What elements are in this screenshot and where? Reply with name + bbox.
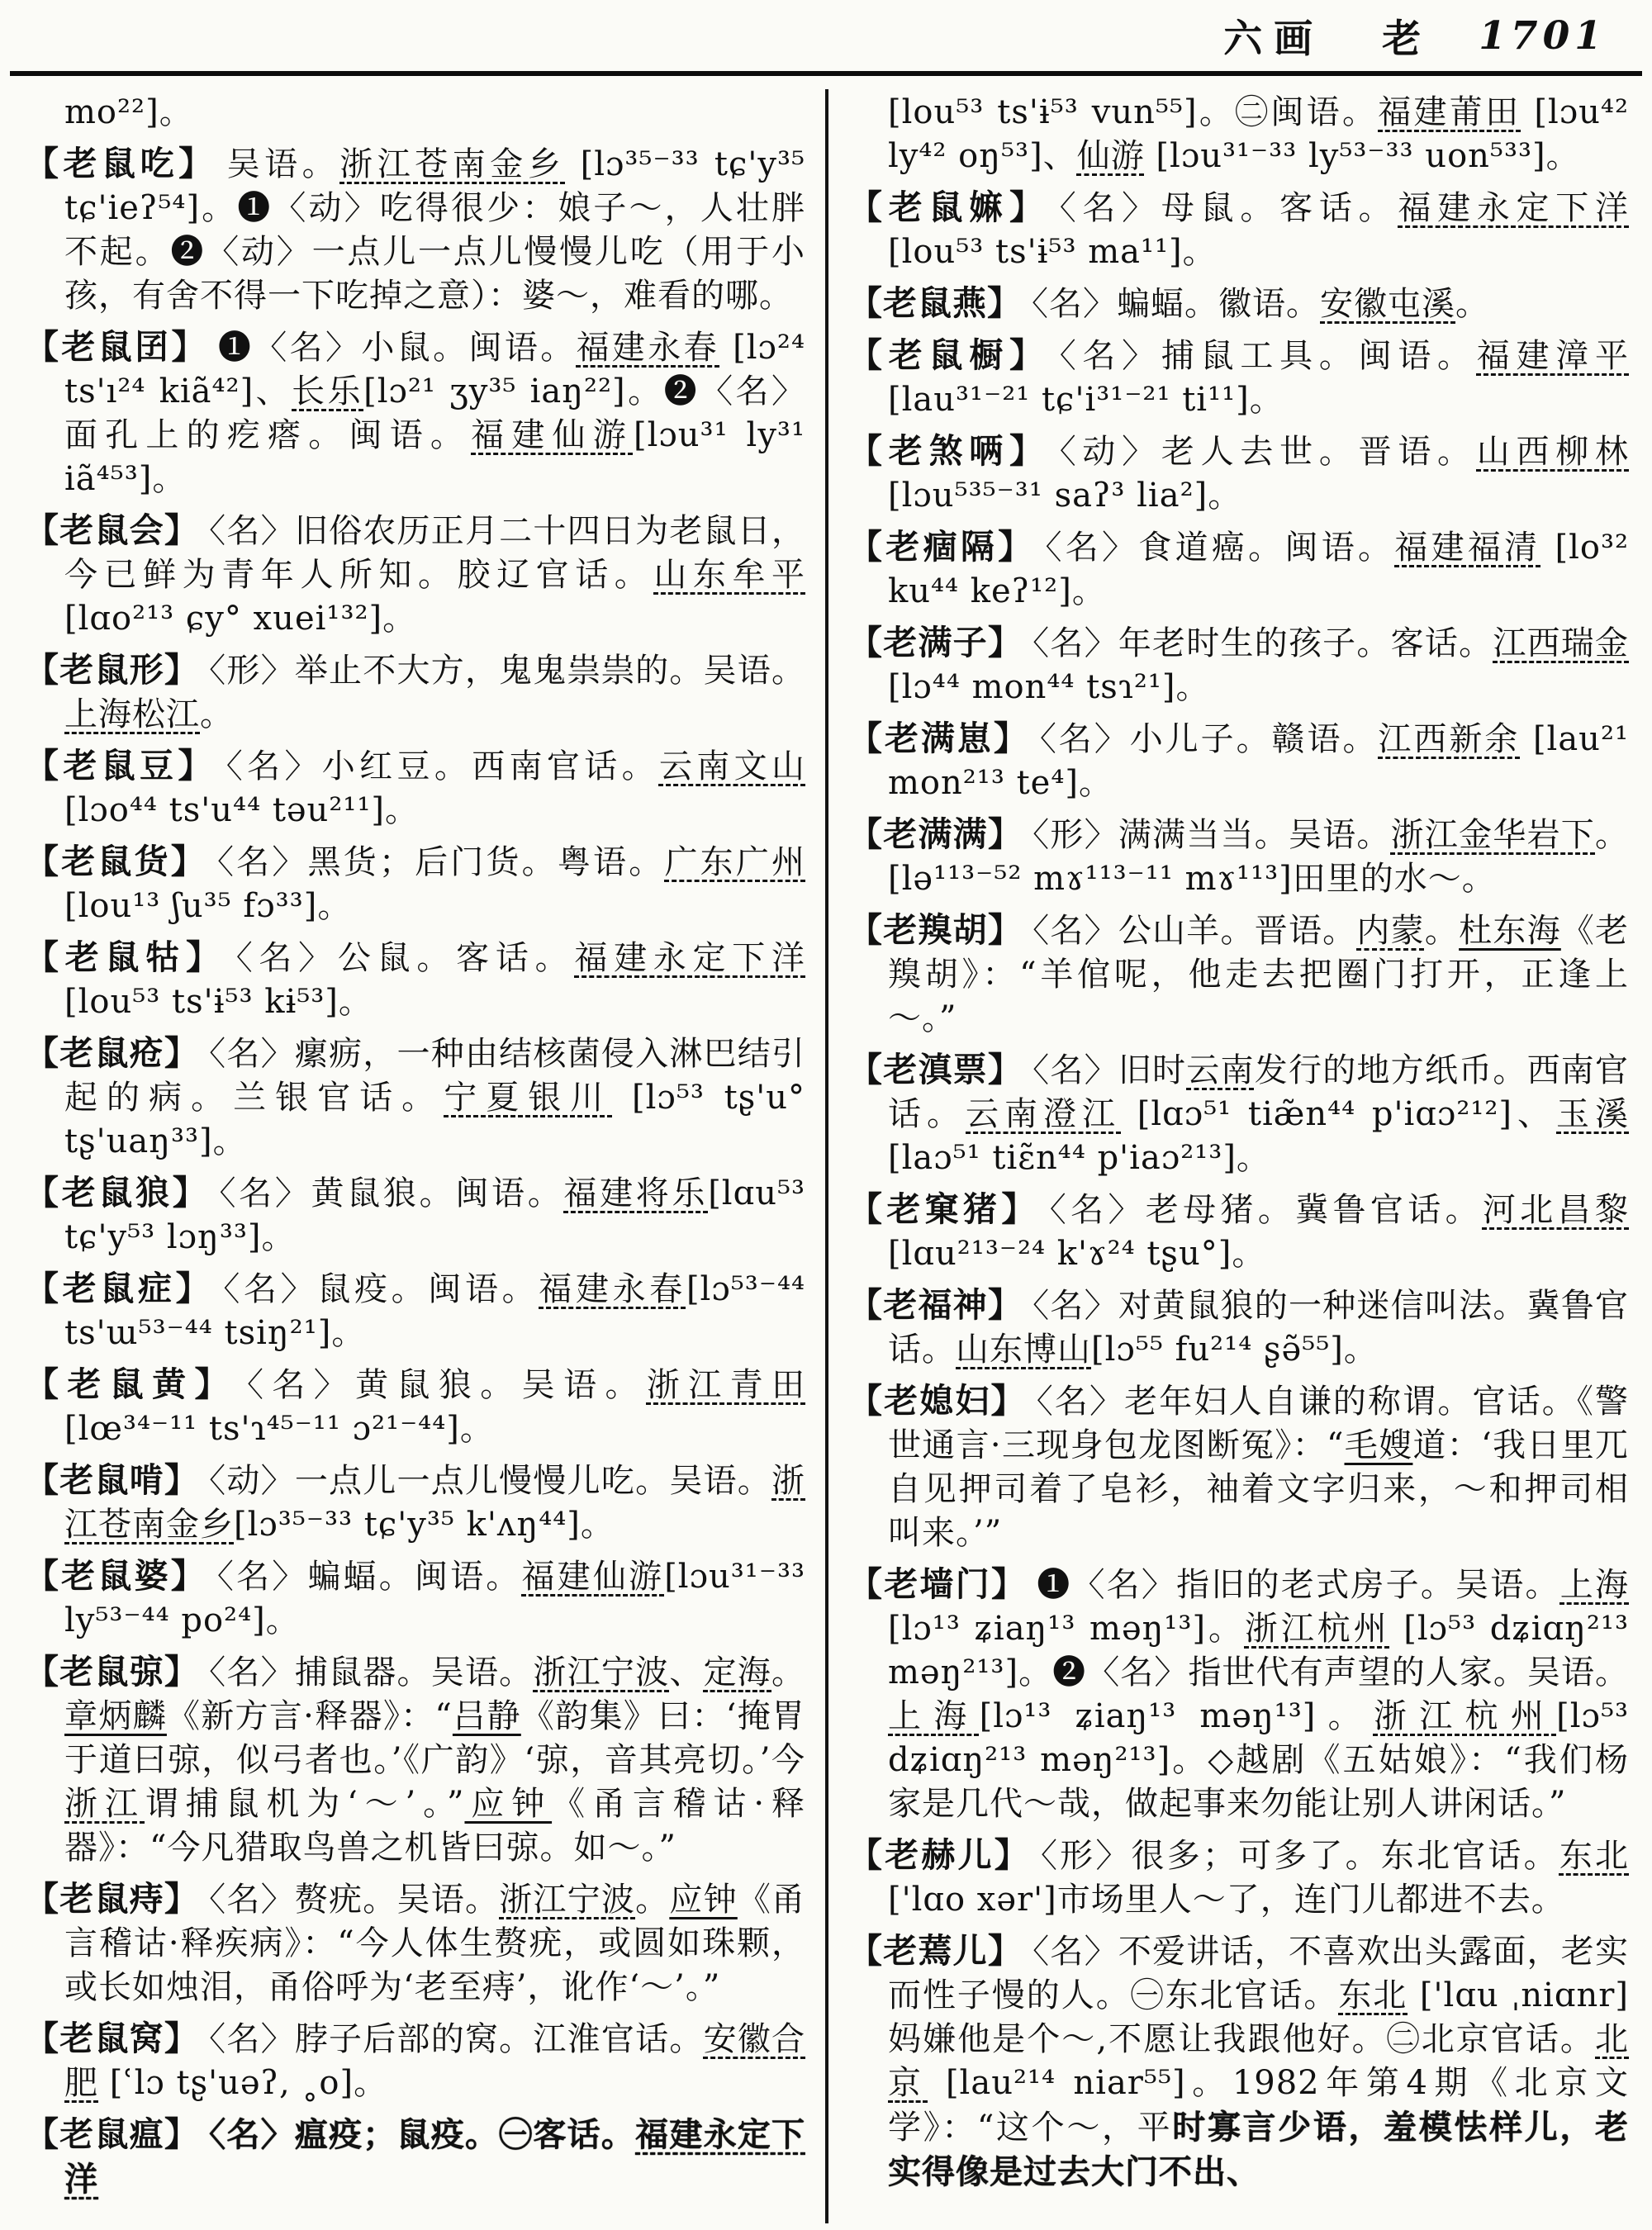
text-segment: 江西新余 xyxy=(1378,720,1521,758)
text-segment: 吕静 xyxy=(452,1697,521,1735)
text-segment: [lau²¹⁴ niar⁵⁵]。1982年第4期《北京文学》：“这个～，平 xyxy=(888,2064,1629,2147)
text-segment: 〈名〉不爱讲话，不喜欢出头露面，老实而性子慢的人。㊀东北官话。 xyxy=(888,1933,1629,2014)
dictionary-entry xyxy=(848,1834,1629,1922)
text-segment: 〈名〉食道癌。闽语。 xyxy=(1045,529,1395,567)
text-segment: 吴语。 xyxy=(226,145,340,183)
entry-headword: 【老鼠橱】 xyxy=(848,335,1050,375)
text-segment: ❶〈名〉小鼠。闽语。 xyxy=(217,329,577,367)
text-segment: 〈名〉瘰疬，一种由结核菌侵入淋巴结引起的病。兰银官话。 xyxy=(64,1035,805,1117)
text-segment: 〈名〉小儿子。赣语。 xyxy=(1039,720,1379,758)
text-segment: [lɔ¹³ ʑiaŋ¹³ məŋ¹³]。 xyxy=(888,1610,1245,1648)
text-segment: 福建将乐 xyxy=(563,1174,709,1212)
text-segment: 应钟 xyxy=(464,1785,553,1823)
text-segment: 〈名〉对黄鼠狼的一种迷信叫法。冀鲁官话。 xyxy=(888,1287,1629,1369)
text-segment: 山东牟平 xyxy=(653,556,805,594)
dictionary-entry xyxy=(848,1283,1629,1372)
entry-headword: 【老鼠货】 xyxy=(25,842,207,881)
text-segment: 。 xyxy=(200,695,234,733)
dictionary-entry xyxy=(25,142,805,318)
text-segment: 〈名〉脖子后部的窝。江淮官话。 xyxy=(209,2020,704,2058)
text-segment: ❶〈动〉吃得很少：娘子～，人壮胖不起。❷〈动〉一点儿一点儿慢慢儿吃（用于小孩，有舍不得一下吃掉之意）：婆～，难看的哪。 xyxy=(64,189,805,315)
running-head xyxy=(1223,8,1607,64)
text-segment: 〈形〉举止不大方，鬼鬼祟祟的。吴语。 xyxy=(209,652,805,690)
text-segment: 〈名〉公鼠。客话。 xyxy=(235,939,575,977)
dictionary-entry xyxy=(848,1563,1629,1826)
entry-headword: 【老鼠瘟】 xyxy=(25,2114,200,2154)
entry-headword: 【老鼠啃】 xyxy=(25,1460,200,1500)
column-divider xyxy=(825,89,828,2223)
dictionary-entry xyxy=(848,334,1629,422)
dictionary-entry xyxy=(848,1379,1629,1555)
entry-headword: 【老滇票】 xyxy=(848,1050,1023,1089)
text-segment: 谓捕鼠机为‘～’。” xyxy=(145,1785,465,1823)
text-segment: 云南文山 xyxy=(658,747,805,785)
text-segment: 浙江青田 xyxy=(646,1366,805,1404)
text-segment: 福建仙游 xyxy=(471,416,634,454)
text-segment: 〈名〉黑货；后门货。粤语。 xyxy=(216,843,665,881)
dictionary-entry xyxy=(848,717,1629,805)
text-segment: [lɔu⁴² ly⁴² oŋ⁵³]、 xyxy=(888,93,1629,175)
text-segment: 江西瑞金 xyxy=(1493,624,1629,662)
entry-headword: 【老鼠豆】 xyxy=(25,746,216,785)
text-segment: 福建漳平 xyxy=(1476,337,1629,375)
text-segment: 浙江宁波 xyxy=(533,1654,670,1691)
dictionary-entry xyxy=(848,1048,1629,1180)
text-segment: 定海 xyxy=(703,1654,772,1691)
entry-headword: 【老窠猪】 xyxy=(848,1189,1040,1229)
text-segment: 。 xyxy=(635,1881,670,1919)
text-segment: 〈名〉老年妇人自谦的称谓。官话。《警世通言·三现身包龙图断冤》：“ xyxy=(888,1383,1629,1464)
dictionary-entry xyxy=(25,2113,805,2202)
text-segment: [lo³² ku⁴⁴ keʔ¹²]。 xyxy=(888,529,1629,610)
text-segment: 〈名〉黄鼠狼。吴语。 xyxy=(246,1366,647,1404)
dictionary-entry xyxy=(25,1171,805,1260)
entry-headword: 【老鼠疮】 xyxy=(25,1033,200,1073)
entry-headword: 【老鼠形】 xyxy=(25,650,200,690)
text-segment: 福建永定下洋 xyxy=(1398,189,1629,227)
dictionary-entry xyxy=(25,1650,805,1870)
text-segment: [lɔo⁴⁴ ts'u⁴⁴ təu²¹¹]。 xyxy=(64,791,420,829)
text-segment: 福建永春 xyxy=(539,1270,686,1308)
text-segment: 云南澄江 xyxy=(966,1095,1121,1133)
text-segment: 。 xyxy=(1455,285,1489,323)
text-segment: 浙江杭州 xyxy=(1373,1697,1557,1735)
text-segment: 广东广州 xyxy=(664,843,805,881)
entry-headword: 【老福神】 xyxy=(848,1285,1023,1325)
entry-headword: 【老鼠囝】 xyxy=(25,327,208,367)
text-segment: 长乐 xyxy=(292,372,364,410)
text-segment: 山西柳林 xyxy=(1476,433,1629,471)
entry-headword: 【老满崽】 xyxy=(848,719,1030,758)
text-segment: 福建永春 xyxy=(576,329,720,367)
text-segment: 山东博山 xyxy=(956,1331,1091,1369)
dictionary-entry xyxy=(25,1267,805,1355)
text-segment: 时寡言少语，羞模怯样儿，老实得像是过去大门不出、 xyxy=(888,2108,1629,2191)
text-segment: 〈名〉赘疣。吴语。 xyxy=(209,1881,500,1919)
page-header xyxy=(0,0,1652,71)
entry-headword: 【老鼠窝】 xyxy=(25,2019,200,2058)
text-segment: 福建莆田 xyxy=(1378,93,1521,131)
text-segment: 河北昌黎 xyxy=(1482,1191,1629,1229)
dictionary-entry xyxy=(848,429,1629,518)
text-segment: [lɔ²⁴ ts'ı²⁴ kiã⁴²]、 xyxy=(64,329,805,410)
left-column xyxy=(25,89,805,2223)
text-segment: 福建仙游 xyxy=(521,1558,665,1596)
text-segment: [lou⁵³ ts'ɨ⁵³ vun⁵⁵]。㊁闽语。 xyxy=(888,93,1379,131)
dictionary-entry xyxy=(848,282,1629,326)
text-segment: ['lɑo xər']市场里人～了，连门儿都进不去。 xyxy=(888,1881,1565,1919)
dictionary-entry xyxy=(848,813,1629,901)
text-segment: 章炳麟 xyxy=(64,1697,167,1735)
text-segment: 浙江苍南金乡 xyxy=(339,145,566,183)
radical-label: 老 xyxy=(1382,16,1422,62)
text-segment: 浙江苍南金乡 xyxy=(64,1462,805,1544)
entry-headword: 【老䍹胡】 xyxy=(848,910,1023,950)
text-segment: 。 xyxy=(1424,912,1460,950)
dictionary-entry xyxy=(25,648,805,737)
text-segment: [lou⁵³ ts'ɨ⁵³ kɨ⁵³]。 xyxy=(64,983,373,1021)
text-segment: 东北 xyxy=(1559,1837,1629,1875)
text-segment: 福建永定下洋 xyxy=(574,939,805,977)
text-segment: 。 xyxy=(771,1654,805,1691)
entry-headword: 【老鼠婆】 xyxy=(25,1556,207,1596)
text-segment: 内蒙 xyxy=(1356,912,1425,950)
dictionary-entry xyxy=(25,509,805,641)
text-segment: 、 xyxy=(669,1654,704,1691)
entry-headword: 【老赫儿】 xyxy=(848,1835,1031,1875)
text-segment: [lœ³⁴⁻¹¹ ts'ɿ⁴⁵⁻¹¹ ɔ²¹⁻⁴⁴]。 xyxy=(64,1410,494,1448)
entry-headword: 【老鼠会】 xyxy=(25,510,200,550)
entry-headword: 【老满子】 xyxy=(848,623,1023,662)
text-segment: 安徽屯溪 xyxy=(1320,285,1455,323)
text-segment: 〈名〉黄鼠狼。闽语。 xyxy=(219,1174,564,1212)
text-segment: [lɔ⁵³ tʂ'u° tʂ'uaŋ³³]。 xyxy=(64,1079,805,1160)
entry-continuation xyxy=(848,91,1629,178)
text-segment: [lɑu⁵³ tɕ'y⁵³ lɔŋ³³]。 xyxy=(64,1174,805,1256)
dictionary-entry xyxy=(25,744,805,833)
entry-headword: 【老鼠吃】 xyxy=(25,144,217,183)
text-segment: 《新方言·释器》：“ xyxy=(166,1697,453,1735)
text-segment: [lɔ¹³ ʑiaŋ¹³ məŋ¹³]。 xyxy=(979,1697,1374,1735)
dictionary-entry xyxy=(25,1459,805,1547)
text-segment: 福建福清 xyxy=(1394,529,1541,567)
dictionary-entry xyxy=(25,325,805,501)
text-segment: [lɑo²¹³ ɕy° xuei¹³²]。 xyxy=(64,600,417,638)
entry-headword: 【老蔫儿】 xyxy=(848,1931,1023,1971)
text-segment: 〈名〉年老时生的孩子。客话。 xyxy=(1032,624,1493,662)
text-segment: [lɑɔ⁵¹ tiæ̃n⁴⁴ p'iɑɔ²¹²]、 xyxy=(1121,1095,1557,1133)
text-segment: 。[lə¹¹³⁻⁵² mɤ¹¹³⁻¹¹ mɤ¹¹³]田里的水～。 xyxy=(888,816,1629,898)
text-segment: [lou⁵³ ts'ɨ⁵³ ma¹¹]。 xyxy=(888,233,1217,271)
text-segment: [lɔ³⁵⁻³³ tɕ'y³⁵ tɕ'ieʔ⁵⁴]。 xyxy=(64,145,805,227)
text-segment: 〈形〉很多；可多了。东北官话。 xyxy=(1040,1837,1559,1875)
text-segment: 〈名〉蝙蝠。徽语。 xyxy=(1032,285,1320,323)
dictionary-entry xyxy=(25,1877,805,2009)
text-segment: ❶〈名〉指旧的老式房子。吴语。 xyxy=(1037,1566,1560,1604)
text-segment: 上海松江 xyxy=(64,695,200,733)
entry-headword: 【老鼠燕】 xyxy=(848,283,1022,323)
text-segment: 《甬言稽诂·释疾病》：“今人体生赘疣，或圆如珠颗，或长如烛泪，甬俗呼为‘老至痔’，讹作‘～’。” xyxy=(64,1881,805,2006)
text-segment: 北京 xyxy=(888,2020,1629,2102)
text-segment: 浙江杭州 xyxy=(1244,1610,1390,1648)
text-segment: 福建永定下洋 xyxy=(64,2115,805,2199)
entry-headword: 【老媳妇】 xyxy=(848,1381,1027,1421)
text-segment: [ʿlɔ tʂ'uəʔ, ˳o]。 xyxy=(98,2064,388,2102)
text-segment: 〈名〉母鼠。客话。 xyxy=(1059,189,1398,227)
dictionary-entry xyxy=(848,1188,1629,1276)
text-segment: 〈名〉旧时 xyxy=(1032,1051,1187,1089)
text-segment: [lɔu³¹⁻³³ ly⁵³⁻³³ uon⁵³³]。 xyxy=(1144,137,1580,175)
stroke-section-label: 六画 xyxy=(1223,16,1325,62)
text-segment: 〈动〉老人去世。晋语。 xyxy=(1059,433,1477,471)
text-segment: 〈名〉捕鼠器。吴语。 xyxy=(209,1654,534,1691)
dictionary-entry xyxy=(25,1554,805,1643)
entry-headword: 【老鼠狼】 xyxy=(25,1173,210,1212)
entry-headword: 【老鼠嫲】 xyxy=(848,187,1050,227)
text-segment: 上海 xyxy=(888,1697,980,1735)
text-segment: [lou¹³ ʃu³⁵ fɔ³³]。 xyxy=(64,887,352,925)
text-segment: 浙江金华岩下 xyxy=(1390,816,1596,854)
text-segment: [laɔ⁵¹ tiɛ̃n⁴⁴ p'iaɔ²¹³]。 xyxy=(888,1139,1270,1177)
text-segment: 东北 xyxy=(1338,1976,1408,2014)
text-segment: 仙游 xyxy=(1076,137,1145,175)
dictionary-entry xyxy=(25,1032,805,1164)
text-segment: [lɔ⁵³ dʑiɑŋ²¹³ məŋ²¹³]。❷〈名〉指世代有声望的人家。吴语。 xyxy=(888,1610,1629,1691)
right-column xyxy=(848,89,1629,2223)
text-segment: 《甬言稽诂·释器》：“今凡猎取鸟兽之机皆曰弶。如～。” xyxy=(64,1785,805,1867)
dictionary-entry xyxy=(25,2017,805,2105)
text-segment: 宁夏银川 xyxy=(444,1079,613,1117)
text-segment: [lɔ³⁵⁻³³ tɕ'y³⁵ k'ʌŋ⁴⁴]。 xyxy=(234,1506,615,1544)
text-segment: [lɔ⁴⁴ mon⁴⁴ tsɿ²¹]。 xyxy=(888,668,1210,706)
dictionary-entry xyxy=(25,936,805,1024)
dictionary-entry xyxy=(848,621,1629,709)
text-segment: 道：‘我日里兀自见押司着了皂衫，袖着文字归来，～和押司相叫来。’” xyxy=(888,1426,1629,1552)
text-segment: 〈名〉老母猪。冀鲁官话。 xyxy=(1049,1191,1483,1229)
entry-headword: 【老鼠症】 xyxy=(25,1269,214,1308)
text-segment: [lɔu³¹⁻³³ ly⁵³⁻⁴⁴ po²⁴]。 xyxy=(64,1558,805,1639)
text-segment: 玉溪 xyxy=(1556,1095,1629,1133)
text-segment: 毛嫂 xyxy=(1344,1426,1413,1464)
text-segment: 〈形〉满满当当。吴语。 xyxy=(1032,816,1391,854)
dictionary-entry xyxy=(848,909,1629,1041)
entry-headword: 【老墙门】 xyxy=(848,1564,1028,1604)
entry-headword: 【老鼠黄】 xyxy=(25,1364,237,1404)
text-segment: mo²²]。 xyxy=(64,93,193,131)
text-segment: 上海 xyxy=(1559,1566,1629,1604)
text-segment: 安徽合肥 xyxy=(64,2020,805,2102)
text-segment: 〈动〉一点儿一点儿慢慢儿吃。吴语。 xyxy=(209,1462,772,1500)
dictionary-entry xyxy=(848,186,1629,274)
text-segment: 浙江宁波 xyxy=(499,1881,636,1919)
text-columns xyxy=(0,76,1652,2223)
dictionary-entry xyxy=(848,525,1629,614)
text-segment: 〈名〉小红豆。西南官话。 xyxy=(225,747,659,785)
text-segment: 杜东海 xyxy=(1459,912,1561,950)
dictionary-entry xyxy=(848,1929,1629,2194)
text-segment: [lau³¹⁻²¹ tɕ'i³¹⁻²¹ ti¹¹]。 xyxy=(888,381,1284,419)
text-segment: 〈名〉瘟疫；鼠疫。㊀客话。 xyxy=(209,2115,636,2154)
text-segment: [lɔ⁵⁵ fu²¹⁴ ʂə̃⁵⁵]。 xyxy=(1091,1331,1378,1369)
dictionary-entry xyxy=(25,1363,805,1451)
text-segment: ['lɑu ˌniɑnr]妈嫌他是个～,不愿让我跟他好。㊁北京官话。 xyxy=(888,1976,1629,2058)
text-segment: 〈名〉鼠疫。闽语。 xyxy=(223,1270,539,1308)
entry-headword: 【老煞唡】 xyxy=(848,431,1050,471)
text-segment: 发行的地方纸币。西南官话。 xyxy=(888,1051,1629,1133)
entry-headword: 【老鼠牯】 xyxy=(25,937,226,977)
text-segment: [lɔu³¹ ly³¹ iã⁴⁵³]。 xyxy=(64,416,805,498)
dictionary-entry xyxy=(25,840,805,928)
entry-headword: 【老鼠弶】 xyxy=(25,1652,200,1691)
text-segment: 应钟 xyxy=(669,1881,738,1919)
text-segment: 云南 xyxy=(1186,1051,1255,1089)
entry-headword: 【老鼠痔】 xyxy=(25,1879,200,1919)
text-segment: [lɔ²¹ ʒy³⁵ iaŋ²²]。❷〈名〉面孔上的疙瘩。闽语。 xyxy=(64,372,805,454)
text-segment: 《老䍹胡》：“羊倌呢，他走去把圈门打开，正逢上～。” xyxy=(888,912,1629,1037)
text-segment: [lɑu²¹³⁻²⁴ k'ɤ²⁴ tʂu°]。 xyxy=(888,1235,1266,1273)
text-segment: 〈名〉公山羊。晋语。 xyxy=(1032,912,1357,950)
entry-continuation xyxy=(25,91,805,135)
text-segment: 浙江 xyxy=(64,1785,145,1823)
text-segment: 〈名〉蝙蝠。闽语。 xyxy=(216,1558,522,1596)
page-number: 1701 xyxy=(1479,12,1607,59)
text-segment: [lɔu⁵³⁵⁻³¹ saʔ³ lia²]。 xyxy=(888,477,1242,515)
text-segment: 〈名〉旧俗农历正月二十四日为老鼠日，今已鲜为青年人所知。胶辽官话。 xyxy=(64,512,805,594)
entry-headword: 【老满满】 xyxy=(848,814,1023,854)
text-segment: [lɔ⁵³ dʑiɑŋ²¹³ məŋ²¹³]。◇越剧《五姑娘》：“我们杨家是几代～哉，做起事来勿能让别人讲闲话。” xyxy=(888,1697,1629,1823)
text-segment: 〈名〉捕鼠工具。闽语。 xyxy=(1059,337,1477,375)
text-segment: [lɔ⁵³⁻⁴⁴ ts'ɯ⁵³⁻⁴⁴ tsiŋ²¹]。 xyxy=(64,1270,805,1352)
text-segment: [lau²¹ mon²¹³ te⁴]。 xyxy=(888,720,1629,802)
entry-headword: 【老痼隔】 xyxy=(848,527,1036,567)
text-segment: 《韵集》曰：‘掩胃于道曰弶，似弓者也。’《广韵》‘弶，音其亮切。’今 xyxy=(64,1697,805,1779)
